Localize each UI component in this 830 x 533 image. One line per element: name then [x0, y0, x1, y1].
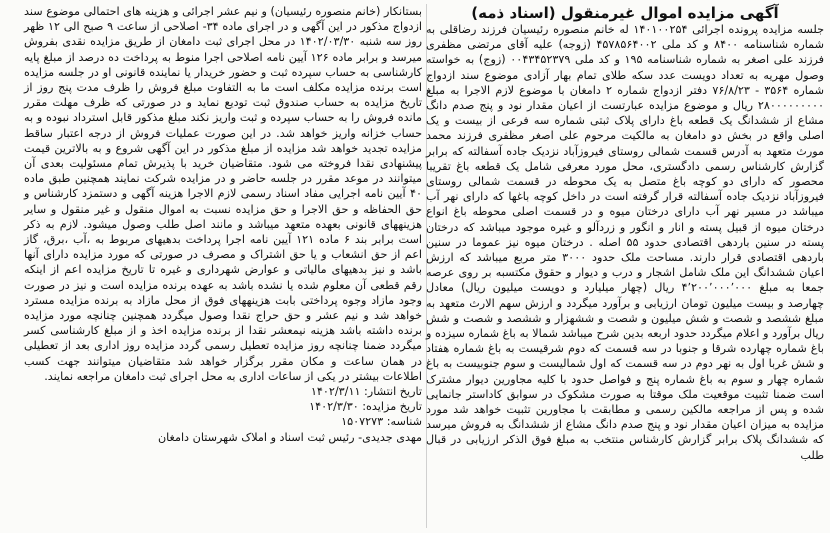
publish-date: تاریخ انتشار: ۱۴۰۲/۳/۱۱	[310, 385, 422, 399]
auction-date: تاریخ مزایده: ۱۴۰۲/۳/۳۰	[309, 400, 422, 414]
notice-column-left	[20, 4, 423, 509]
notice-body-right: جلسه مزایده پرونده اجرائی ۱۴۰۱۰۰۲۵۴ له خانم منصوره رئیسیان فرزند رضاقلی به شماره شناسنامه ۸۴۰۰ و کد ملی ۴۵۷۸۵۶۴۰۰۲ (زوجه) علیه آقای مرتضی مظفری فرزند علی اصغر به شماره شناسنامه ۱۹۵ و کد ملی ۰۰۴۳۴۵۲۳۷۹ (زوج) به خواسته وصول مهریه به تعداد دویست عدد سکه طلای تمام بهار آزادی موضوع سند ازدواج شماره ۳۵۶۴ - ۷۶/۸/۲۳ دفتر ازدواج شماره ۲ دامغان با موضوع لازم الاجرا به مبلغ ۲۸۰۰۰۰۰۰۰۰۰ ریال و موضوع مزایده عبارتست از اعیان مقدار نود و پنج صدم دانگ مشاع از ششدانگ یک قطعه باغ دارای پلاک ثبتی شماره سه فرعی از بیست و یک اصلی واقع در بخش دو دامغان به مالکیت مرحوم علی اصغر مظفری فرزند محمد مورث متعهد به آدرس قسمت شمالی روستای فیروزآباد نزدیک جاده آسفالته که برابر گزارش کارشناس رسمی دادگستری، محل مورد معرفی شامل یک قطعه باغ تقریبا محصور که دارای دو کوچه باغ متصل به یک محوطه در قسمت شمالی روستای فیروزآباد نزدیک جاده آسفالته قرار گرفته است در داخل کوچه باغها که دارای نهر آب میباشد در مسیر نهر آب دارای درختان میوه و در قسمت اصلی محوطه باغ انواع درختان میوه از قبیل پسته و انار و انگور و زردآلو و غیره موجود میباشد که درختان پسته در سنین باردهی اقتصادی حدود ۵۵ اصله . درختان میوه نیز عموما در سنین باردهی اقتصادی قرار دارند. مساحت ملک حدود ۳۰۰۰ متر مربع میباشد که ارزش اعیان ششدانگ این ملک شامل اشجار و درب و دیوار و حقوق مکتسبه بر روی عرصه جمعا به مبلغ ۴٬۲۰۰٬۰۰۰٬۰۰۰ ریال (چهار میلیارد و دویست میلیون ریال) معادل چهارصد و بیست میلیون تومان ارزیابی و برآورد میگردد و ارزش سهم الارث متعهد به مبلغ ششصد و شصت و شش میلیون و شصت و ششهزار و ششصد و شصت و شش ریال برآورد و اعلام میگردد حدود اربعه بدین شرح میباشد شمالا به باغ شماره سیزده و باغ شماره چهارده شرقا و جنوبا در سه قسمت که دوم شرقیست به باغ شماره هفتاد و شش غربا اول به نهر دوم در سه قسمت که اول شمالیست و سوم جنوبیست به باغ شماره چهار و سوم به باغ شماره پنج و فواصل حدود با کلیه مجاورین دیوار مشترک است ضمنا تثبیت موقعیت ملک موقتا به صورت مشکوک در سوابق کاداستر جانمایی شده و پس از مراجعه مالکین رسمی و مطابقت با مجاورین تثبیت خواهد شد مورد مزایده به میزان اعیان مقدار نود و پنج صدم دانگ مشاع از ششدانگ به فروش میرسد که ششدانگ پلاک برابر گزارش کارشناس منتخب به مبلغ فوق الذکر ارزیابی در قبال طلب	[422, 23, 825, 462]
notice-body-left: بستانکار (خانم منصوره رئیسیان) و نیم عشر اجرائی و هزینه های احتمالی موضوع سند ازدواج مذکور در این آگهی و در اجرای ماده ۳۴- اصلاحی از ساعت ۹ صبح الی ۱۲ ظهر روز سه شنبه ۱۴۰۲/۰۳/۳۰ در محل اجرای ثبت دامغان از طریق مزایده نقدی بفروش میرسد و برابر ماده ۱۲۶ آیین نامه اصلاحی اجرا منوط به پرداخت ده درصد از مبلغ پایه کارشناسی به حساب سپرده ثبت و حضور خریدار یا نماینده قانونی او در جلسه مزایده است برنده مزایده مکلف است ما به التفاوت مبلغ فروش را ظرف مدت پنج روز از تاریخ مزایده به حساب صندوق ثبت تودیع نماید و در صورتی که ظرف مهلت مقرر مانده فروش را به حساب سپرده و ثبت واریز نکند مبلغ مذکور قابل استرداد نبوده و به حساب خزانه واریز خواهد شد. در این صورت عملیات فروش از درجه اعتبار ساقط مزایده تجدید خواهد شد مزایده از مبلغ مذکور در این آگهی شروع و به بالاترین قیمت پیشنهادی نقدا فروخته می شود. متقاضیان خرید با پذیرش تمام مسئولیت بعدی آن میتوانند در موعد مقرر در جلسه حاضر و در مزایده شرکت نمایند همچنین طبق ماده ۴۰ آیین نامه اجرایی مفاد اسناد رسمی لازم الاجرا هزینه آگهی و دستمزد کارشناس و حق الحفاظه و حق الاجرا و حق مزایده نسبت به اموال منقول و غیر منقول و سایر هزینههای قانونی بعهده متعهد میباشد و مانند اصل طلب وصول میشود. لازم به ذکر است برابر بند ۶ ماده ۱۲۱ آیین نامه اجرا پرداخت بدهیهای مربوط به ،آب ،برق، گاز اعم از حق انشعاب و یا حق اشتراک و مصرف در صورتی که مورد مزایده دارای آنها باشد و نیز بدهیهای مالیاتی و عوارض شهرداری و غیره تا تاریخ مزایده اعم از اینکه رقم قطعی آن معلوم شده یا نشده باشد به عهده برنده مزایده است و نیز در صورت وجود مازاد وجوه پرداختی بابت هزینههای فوق از محل مازاد به برنده مزایده مسترد خواهد شد و نیم عشر و حق حراج نقدا وصول میگردد همچنین چنانچه مورد مزایده برنده داشته باشد هزینه نیمعشر نقدا از برنده مزایده اخذ و از مبلغ کارشناسی کسر میگردد ضمنا چنانچه روز مزایده تعطیل رسمی گردد مزایده روز اداری بعد از تعطیلی در همان ساعت و مکان مقرر برگزار خواهد شد متقاضیان میتوانند جهت کسب اطلاعات بیشتر در یکی از ساعات اداری به محل اجرای ثبت دامغان مراجعه نمایند.	[20, 5, 423, 383]
notice-id: شناسه: ۱۵۰۷۲۷۳	[341, 415, 422, 429]
notice-title: آگهی مزایده اموال غیرمنقول (اسناد ذمه)	[471, 4, 779, 22]
notice-column-right	[422, 22, 825, 527]
signature-line: مهدی جدیدی- رئیس ثبت اسناد و املاک شهرستان دامغان	[157, 430, 422, 444]
